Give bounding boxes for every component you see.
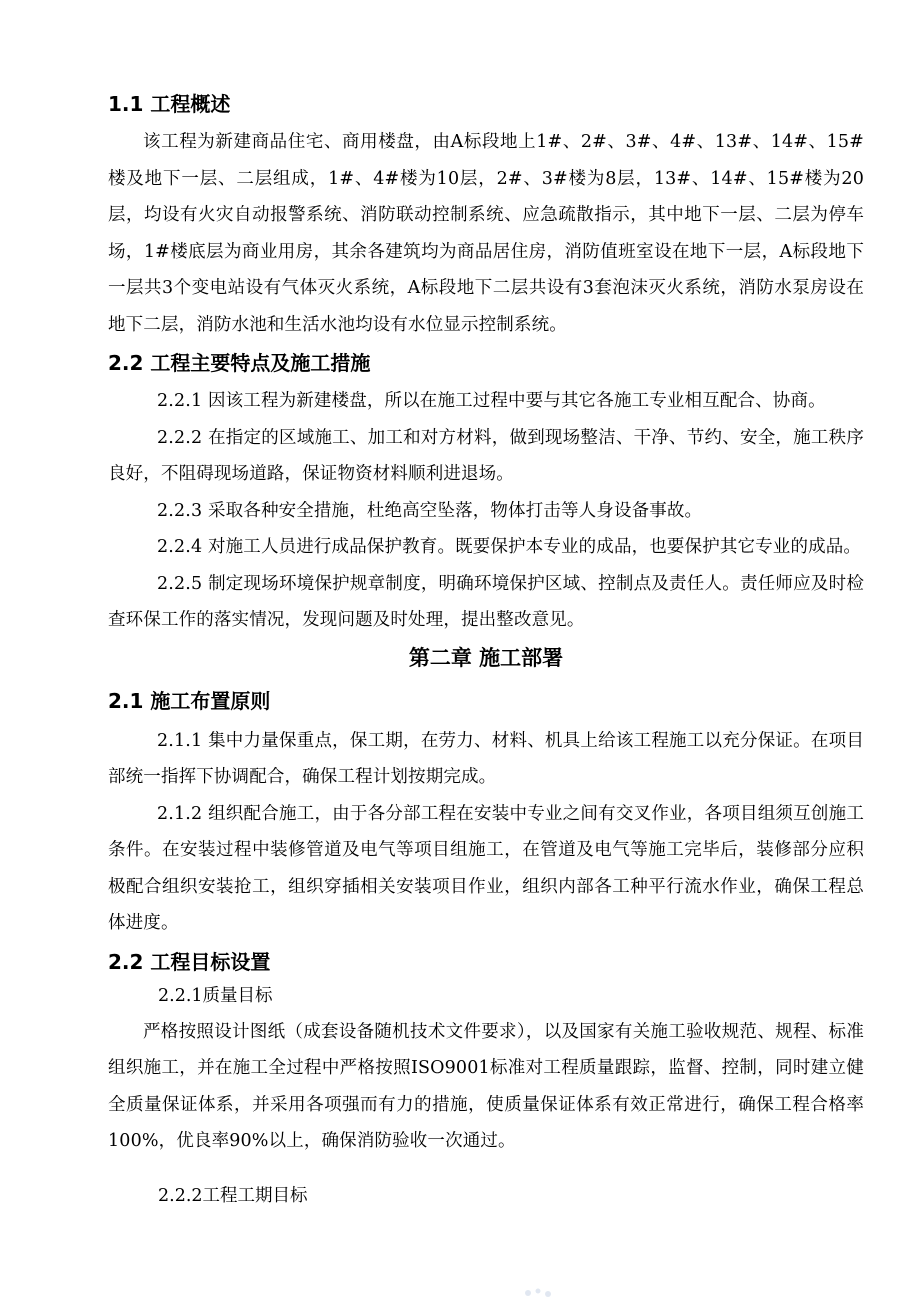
faint-watermark-mark (520, 1284, 560, 1298)
feature-item-2-2-5: 2.2.5 制定现场环境保护规章制度，明确环境保护区域、控制点及责任人。责任师应及时检查环保工作的落实情况，发现问题及时处理，提出整改意见。 (108, 573, 864, 630)
feature-item-2-2-2: 2.2.2 在指定的区域施工、加工和对方材料，做到现场整洁、干净、节约、安全，施工秩序良好，不阻碍现场道路，保证物资材料顺利进退场。 (108, 427, 864, 484)
chapter-title: 第二章 施工部署 (408, 645, 564, 670)
section-heading-1-1: 1.1 工程概述 (108, 92, 231, 116)
section-heading-2-1: 2.1 施工布置原则 (108, 688, 271, 713)
document-page (108, 88, 864, 1214)
quality-target-paragraph: 严格按照设计图纸（成套设备随机技术文件要求），以及国家有关施工验收规范、规程、标准组织施工，并在施工全过程中严格按照ISO9001标准对工程质量跟踪，监督、控制，同时建立健全质量保证体系，并采用各项强而有力的措施，使质量保证体系有效正常进行，确保工程合格率100%，优良率90%以上，确保消防验收一次通过。 (108, 1021, 864, 1151)
section-heading-2-2-targets: 2.2 工程目标设置 (108, 949, 271, 974)
schedule-target-label: 2.2.2工程工期目标 (158, 1185, 308, 1206)
principle-item-2-1-1: 2.1.1 集中力量保重点，保工期，在劳力、材料、机具上给该工程施工以充分保证。在项目部统一指挥下协调配合，确保工程计划按期完成。 (108, 730, 864, 787)
section-heading-2-2-features: 2.2 工程主要特点及施工措施 (108, 351, 371, 375)
feature-item-2-2-4: 2.2.4 对施工人员进行成品保护教育。既要保护本专业的成品，也要保护其它专业的成品。 (157, 537, 862, 557)
project-overview-paragraph: 该工程为新建商品住宅、商用楼盘，由A标段地上1#、2#、3#、4#、13#、14#、15#楼及地下一层、二层组成，1#、4#楼为10层，2#、3#楼为8层，13#、14#、15#楼为20层，均设有火灾自动报警系统、消防联动控制系统、应急疏散指示，其中地下一层、二层为停车场，1#楼底层为商业用房，其余各建筑均为商品居住房，消防值班室设在地下一层，A标段地下一层共3个变电站设有气体灭火系统，A标段地下二层共设有3套泡沫灭火系统，消防水泵房设在地下二层，消防水池和生活水池均设有水位显示控制系统。 (108, 132, 864, 335)
quality-target-label: 2.2.1质量目标 (158, 985, 273, 1006)
paragraph-spacer (108, 1160, 864, 1178)
feature-item-2-2-1: 2.2.1 因该工程为新建楼盘，所以在施工过程中要与其它各施工专业相互配合、协商。 (157, 391, 826, 411)
feature-item-2-2-3: 2.2.3 采取各种安全措施，杜绝高空坠落，物体打击等人身设备事故。 (157, 500, 703, 521)
principle-item-2-1-2: 2.1.2 组织配合施工，由于各分部工程在安装中专业之间有交叉作业，各项目组须互创施工条件。在安装过程中装修管道及电气等项目组施工，在管道及电气等施工完毕后，装修部分应积极配合组织安装抢工，组织穿插相关安装项目作业，组织内部各工种平行流水作业，确保工程总体进度。 (108, 803, 864, 933)
